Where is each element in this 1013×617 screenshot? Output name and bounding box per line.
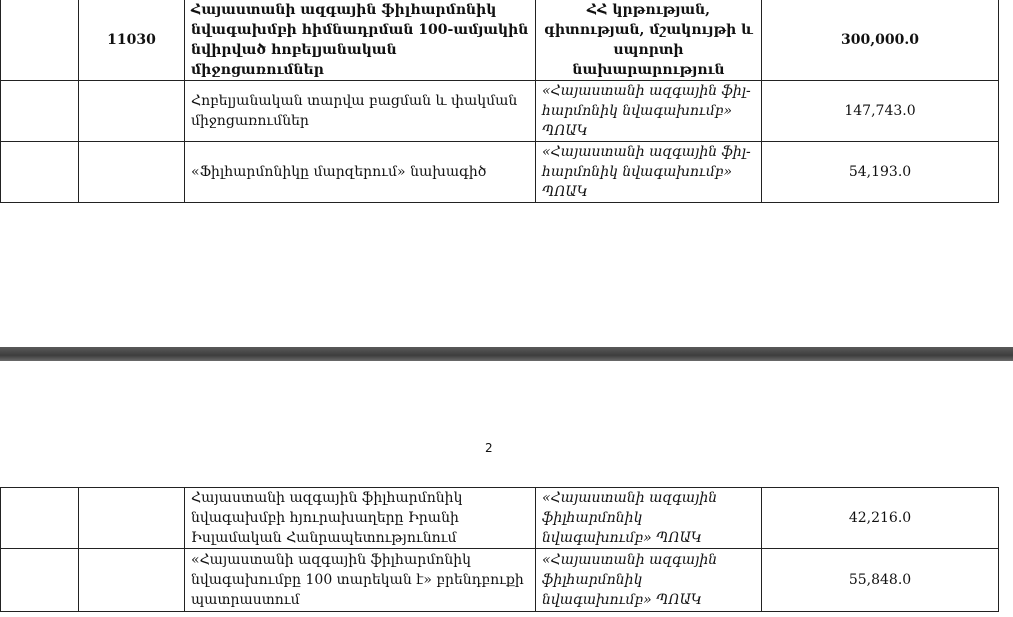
program-code: 11030 (79, 0, 185, 81)
table-row (1, 81, 999, 142)
amount: 55,848.0 (762, 549, 999, 612)
table-row (1, 488, 999, 549)
amount: 147,743.0 (762, 81, 999, 142)
amount: 54,193.0 (762, 142, 999, 203)
budget-table-top (0, 0, 999, 203)
table-row (1, 549, 999, 612)
table-cell-empty (1, 488, 79, 549)
table-cell-empty (1, 549, 79, 612)
table-cell-empty (79, 549, 185, 612)
event-name: «Հայաստանի ազգային ֆիլհարմոնիկ նվագախումբը 100 տարեկան է» բրենդբուքի պատրաստում (185, 549, 536, 612)
page-divider (0, 347, 1013, 361)
table-cell-empty (1, 142, 79, 203)
program-name: Հայաստանի ազգային ֆիլհարմոնիկ նվագախմբի հիմնադրման 100-ամյակին նվիրված հոբելյանական միջոցառումներ (185, 0, 536, 81)
responsible-org: ՀՀ կրթության, գիտության, մշակույթի և սպորտի նախարարություն (536, 0, 762, 81)
program-code (79, 142, 185, 203)
table-row (1, 0, 999, 81)
table-cell-empty (79, 488, 185, 549)
event-name: Հոբելյանական տարվա բացման և փակման միջոցառումներ (185, 81, 536, 142)
document-page-bottom (0, 361, 1013, 617)
table-cell-empty (1, 81, 79, 142)
event-name: «Ֆիլհարմոնիկը մարզերում» նախագիծ (185, 142, 536, 203)
table-row (1, 142, 999, 203)
responsible-org: «Հայաստանի ազգային ֆիլ-հարմոնիկ նվագախումբ» ՊՈԱԿ (536, 81, 762, 142)
budget-table-bottom (0, 487, 999, 612)
responsible-org: «Հայաստանի ազգային ֆիլհարմոնիկ նվագախումբ» ՊՈԱԿ (536, 549, 762, 612)
program-code (79, 81, 185, 142)
event-name: Հայաստանի ազգային ֆիլհարմոնիկ նվագախմբի հյուրախաղերը Իրանի Իսլամական Հանրապետությունում (185, 488, 536, 549)
amount: 300,000.0 (762, 0, 999, 81)
responsible-org: «Հայաստանի ազգային ֆիլհարմոնիկ նվագախումբ» ՊՈԱԿ (536, 488, 762, 549)
responsible-org: «Հայաստանի ազգային ֆիլ-հարմոնիկ նվագախումբ» ՊՈԱԿ (536, 142, 762, 203)
page-number: 2 (485, 441, 493, 455)
table-cell-empty (1, 0, 79, 81)
amount: 42,216.0 (762, 488, 999, 549)
